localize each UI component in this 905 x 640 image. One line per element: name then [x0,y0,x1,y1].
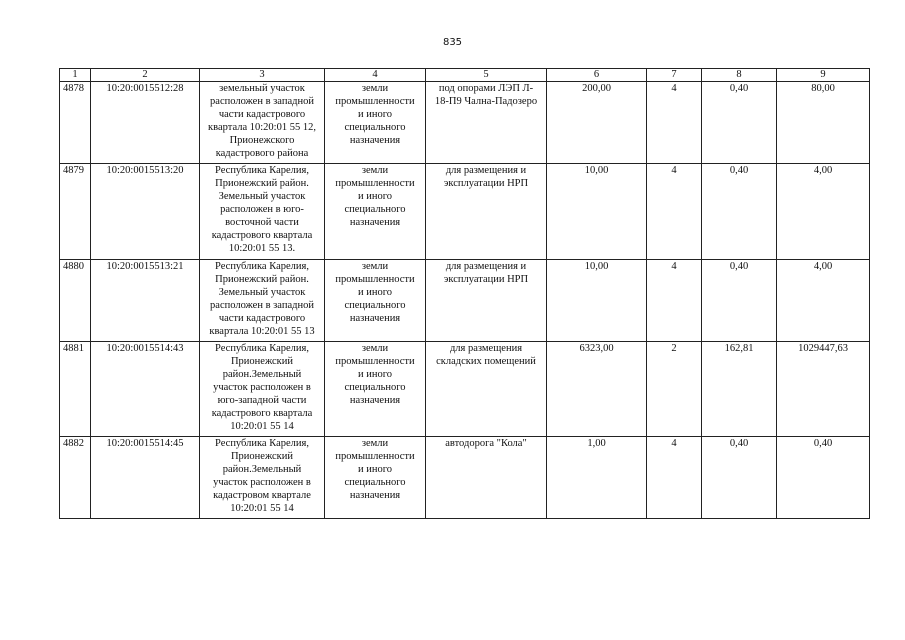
cadastral-value: 4,00 [777,164,870,260]
group-value: 4 [647,437,702,519]
cadastral-number: 10:20:0015513:21 [91,260,200,342]
column-header-6: 6 [547,69,647,82]
permitted-use: для размещения складских помещений [426,342,547,437]
table-row [60,260,870,342]
column-header-3: 3 [200,69,325,82]
cadastral-value: 4,00 [777,260,870,342]
area-value: 6323,00 [547,342,647,437]
group-value: 2 [647,342,702,437]
column-header-9: 9 [777,69,870,82]
row-number: 4881 [60,342,91,437]
column-header-1: 1 [60,69,91,82]
rate-value: 0,40 [702,164,777,260]
column-header-4: 4 [325,69,426,82]
permitted-use: под опорами ЛЭП Л- 18-П9 Чална-Падозеро [426,82,547,164]
cadastral-number: 10:20:0015514:43 [91,342,200,437]
location-description: земельный участок расположен в западной части кадастрового квартала 10:20:01 55 12, Прионежского кадастрового района [200,82,325,164]
rate-value: 162,81 [702,342,777,437]
row-number: 4882 [60,437,91,519]
group-value: 4 [647,164,702,260]
rate-value: 0,40 [702,437,777,519]
land-category: земли промышленности и иного специального назначения [325,342,426,437]
permitted-use: для размещения и эксплуатации НРП [426,164,547,260]
land-category: земли промышленности и иного специального назначения [325,164,426,260]
row-number: 4879 [60,164,91,260]
group-value: 4 [647,260,702,342]
land-category: земли промышленности и иного специального назначения [325,260,426,342]
location-description: Республика Карелия, Прионежский район.Земельный участок расположен в юго-западной части кадастрового квартала 10:20:01 55 14 [200,342,325,437]
area-value: 200,00 [547,82,647,164]
cadastral-number: 10:20:0015514:45 [91,437,200,519]
permitted-use: автодорога "Кола" [426,437,547,519]
cadastral-value: 80,00 [777,82,870,164]
group-value: 4 [647,82,702,164]
table-row [60,437,870,519]
rate-value: 0,40 [702,82,777,164]
cadastral-value: 0,40 [777,437,870,519]
area-value: 10,00 [547,164,647,260]
row-number: 4878 [60,82,91,164]
area-value: 1,00 [547,437,647,519]
page-number: 835 [442,37,463,48]
land-category: земли промышленности и иного специального назначения [325,437,426,519]
header-row [60,69,870,82]
location-description: Республика Карелия, Прионежский район. Земельный участок расположен в юго- восточной части кадастрового квартала 10:20:01 55 13. [200,164,325,260]
table-row [60,164,870,260]
land-category: земли промышленности и иного специального назначения [325,82,426,164]
cadastral-number: 10:20:0015512:28 [91,82,200,164]
column-header-7: 7 [647,69,702,82]
area-value: 10,00 [547,260,647,342]
column-header-8: 8 [702,69,777,82]
land-registry-table [59,68,870,519]
permitted-use: для размещения и эксплуатации НРП [426,260,547,342]
column-header-5: 5 [426,69,547,82]
table-row [60,342,870,437]
rate-value: 0,40 [702,260,777,342]
location-description: Республика Карелия, Прионежский район.Земельный участок расположен в кадастровом квартале 10:20:01 55 14 [200,437,325,519]
location-description: Республика Карелия, Прионежский район. Земельный участок расположен в западной части кадастрового квартала 10:20:01 55 13 [200,260,325,342]
cadastral-number: 10:20:0015513:20 [91,164,200,260]
cadastral-value: 1029447,63 [777,342,870,437]
column-header-2: 2 [91,69,200,82]
row-number: 4880 [60,260,91,342]
table-row [60,82,870,164]
